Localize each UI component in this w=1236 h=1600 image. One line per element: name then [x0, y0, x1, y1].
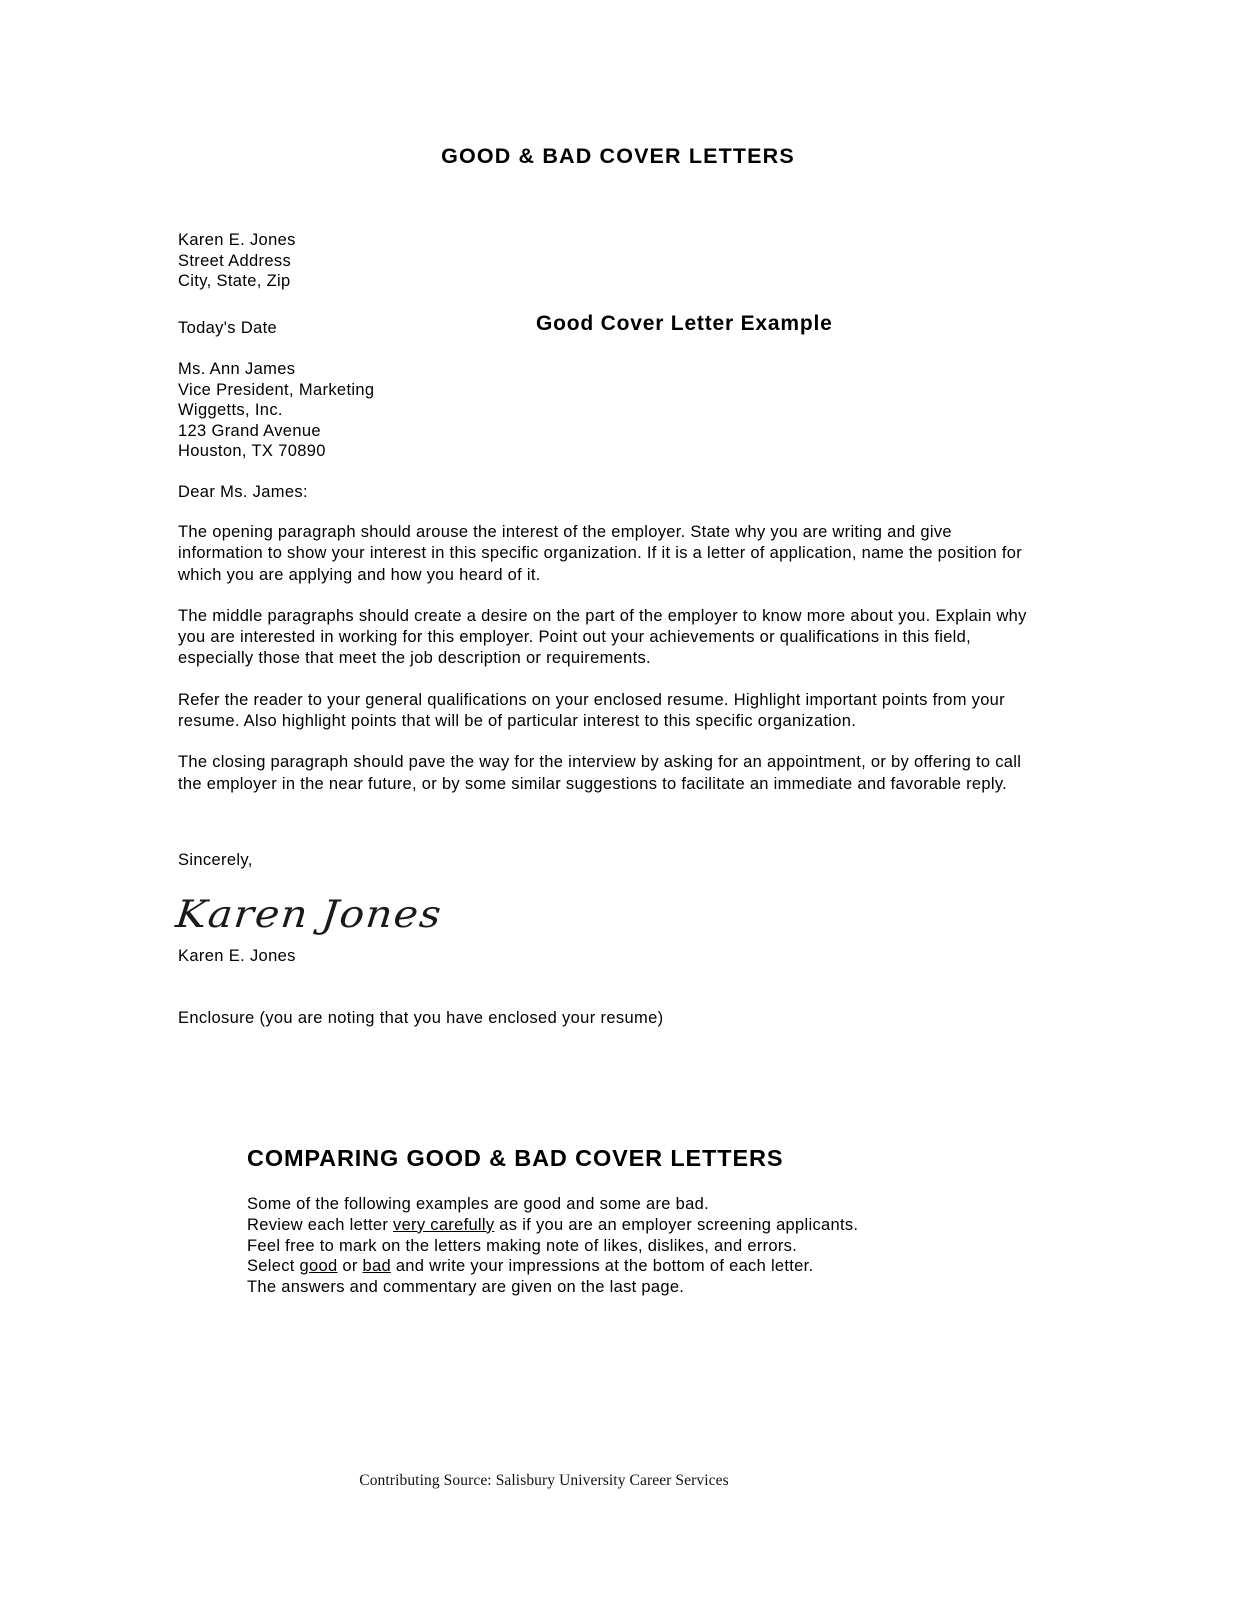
instruction-line-2-post: as if you are an employer screening applicants.: [494, 1215, 859, 1234]
recipient-street: 123 Grand Avenue: [178, 421, 321, 440]
instruction-line-4-post: and write your impressions at the bottom of each letter.: [390, 1257, 814, 1276]
sender-street: Street Address: [178, 251, 292, 270]
comparing-instructions: [247, 1194, 858, 1298]
body-paragraph-2: The middle paragraphs should create a desire on the part of the employer to know more about you. Explain why you are interested in working for this employer. Point out your achievements or qualifications in this field, especially those that meet the job description or requirements.: [178, 606, 1027, 668]
recipient-name: Ms. Ann James: [178, 360, 296, 378]
recipient-company: Wiggetts, Inc.: [178, 401, 283, 420]
signature-last-name: Jones: [319, 891, 445, 937]
enclosure-line: Enclosure (you are noting that you have enclosed your resume): [178, 1009, 664, 1027]
body-paragraph-4: The closing paragraph should pave the way for the interview by asking for an appointment, or by offering to call the employer in the near future, or by some similar suggestions to facilitate an immediate and favorable reply.: [178, 753, 1022, 793]
emphasis-very-carefully: very carefully: [393, 1215, 495, 1234]
instruction-line-5: The answers and commentary are given on the last page.: [247, 1278, 685, 1297]
page-title: GOOD & BAD COVER LETTERS: [441, 144, 795, 168]
instruction-line-1: Some of the following examples are good and some are bad.: [247, 1195, 709, 1213]
salutation: Dear Ms. James:: [178, 483, 308, 501]
letter-body: [178, 522, 1038, 795]
instruction-line-4: [247, 1256, 858, 1277]
instruction-line-4-mid: or: [337, 1257, 363, 1276]
recipient-city-state-zip: Houston, TX 70890: [178, 442, 326, 461]
instruction-line-2-pre: Review each letter: [247, 1215, 394, 1234]
letter-type-heading: Good Cover Letter Example: [536, 312, 833, 335]
date-line: Today's Date: [178, 319, 278, 337]
recipient-address-block: [178, 359, 374, 462]
sender-address-block: [178, 230, 296, 292]
sender-city-state-zip: City, State, Zip: [178, 272, 291, 291]
instruction-line-3: Feel free to mark on the letters making note of likes, dislikes, and errors.: [247, 1236, 798, 1255]
emphasis-bad: bad: [362, 1257, 391, 1276]
footer-source-attribution: Contributing Source: Salisbury University Career Services: [359, 1472, 729, 1489]
instruction-line-4-pre: Select: [247, 1257, 300, 1276]
recipient-title: Vice President, Marketing: [178, 380, 375, 399]
typed-signature-name: Karen E. Jones: [178, 947, 296, 965]
instruction-line-2: [247, 1215, 858, 1236]
closing-line: Sincerely,: [178, 851, 253, 869]
handwritten-signature: [174, 892, 445, 936]
signature-first-name: Karen: [173, 891, 312, 937]
emphasis-good: good: [299, 1257, 338, 1276]
body-paragraph-1: The opening paragraph should arouse the interest of the employer. State why you are writing and give information to show your interest in this specific organization. If it is a letter of application, name the position for which you are applying and how you heard of it.: [178, 523, 1022, 584]
body-paragraph-3: Refer the reader to your general qualifications on your enclosed resume. Highlight important points from your resume. Also highlight points that will be of particular interest to this specific organization.: [178, 690, 1005, 731]
comparing-section-heading: COMPARING GOOD & BAD COVER LETTERS: [247, 1145, 784, 1171]
sender-name: Karen E. Jones: [178, 231, 296, 249]
